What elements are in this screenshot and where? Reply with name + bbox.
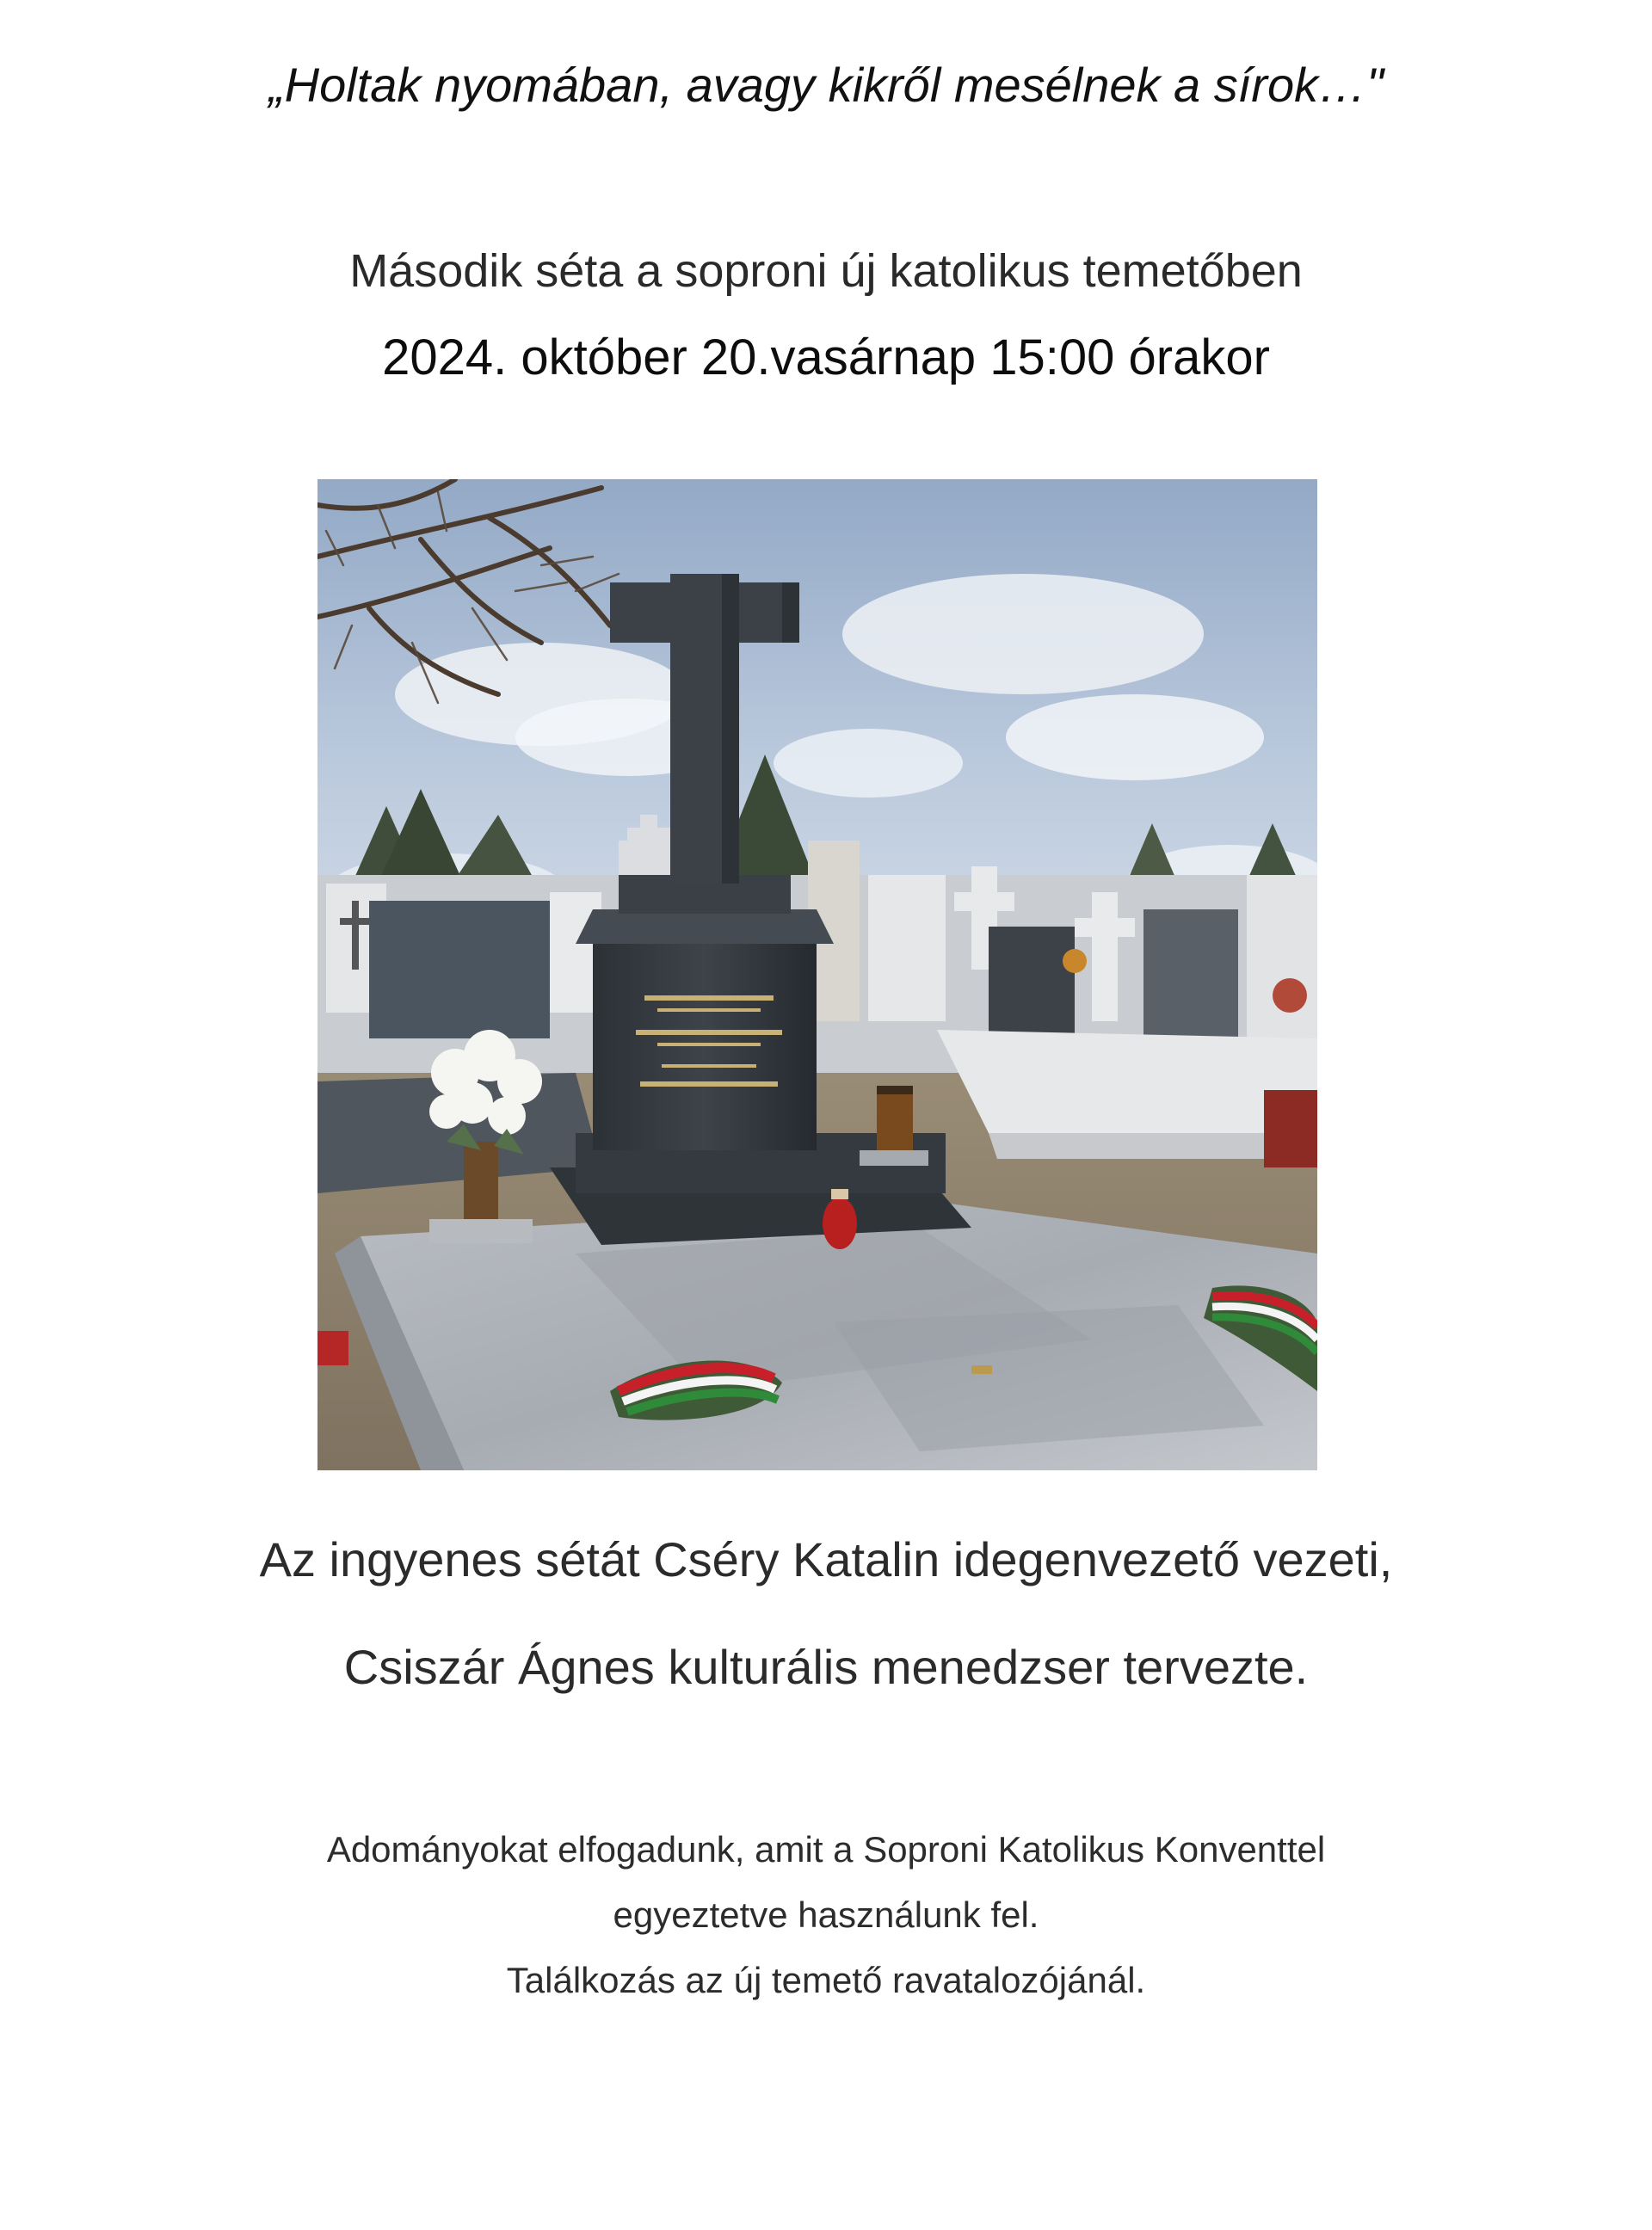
donation-note-line-2: egyeztetve használunk fel. (613, 1894, 1039, 1935)
poster-title: „Holtak nyomában, avagy kikről mesélnek a sírok…" (268, 58, 1384, 112)
guide-line: Az ingyenes sétát Cséry Katalin idegenvezető vezeti, (259, 1532, 1393, 1586)
donation-note-line-1: Adományokat elfogadunk, amit a Soproni Katolikus Konventtel (326, 1829, 1326, 1870)
poster-subtitle: Második séta a soproni új katolikus temetőben (349, 245, 1303, 297)
designer-line: Csiszár Ágnes kulturális menedzser tervezte. (343, 1640, 1309, 1694)
cemetery-grave-photo (317, 479, 1317, 1470)
event-datetime: 2024. október 20.vasárnap 15:00 órakor (382, 330, 1270, 385)
meeting-point-line: Találkozás az új temető ravatalozójánál. (506, 1960, 1146, 2000)
